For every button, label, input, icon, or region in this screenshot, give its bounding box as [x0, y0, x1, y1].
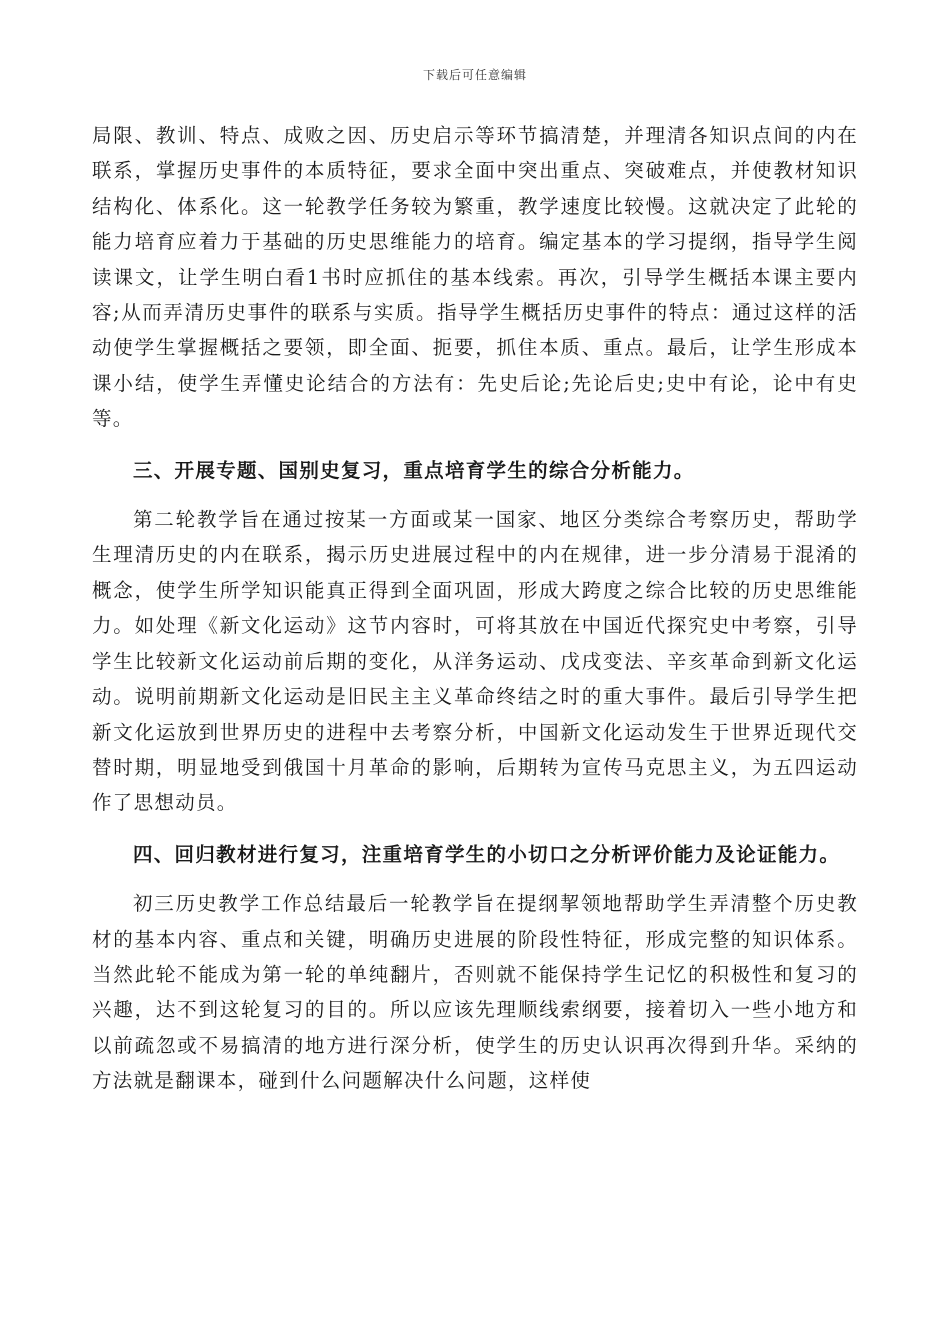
section-heading-3: 三、开展专题、国别史复习，重点培育学生的综合分析能力。	[132, 458, 695, 482]
spacer	[92, 488, 858, 502]
document-body	[92, 118, 858, 1099]
page-header: 下载后可任意编辑	[422, 68, 527, 82]
paragraph-final-round: 初三历史教学工作总结最后一轮教学旨在提纲挈领地帮助学生弄清整个历史教材的基本内容、重点和关键，明确历史进展的阶段性特征，形成完整的知识体系。当然此轮不能成为第一轮的单纯翻片，否则就不能保持学生记忆的积极性和复习的兴趣，达不到这轮复习的目的。所以应该先理顺线索纲要，接着切入一些小地方和以前疏忽或不易搞清的地方进行深分析，使学生的历史认识再次得到升华。采纳的方法就是翻课本，碰到什么问题解决什么问题，这样使	[92, 892, 858, 1093]
spacer	[92, 821, 858, 837]
spacer	[92, 437, 858, 453]
spacer	[92, 872, 858, 886]
section-heading-4: 四、回归教材进行复习，注重培育学生的小切口之分析评价能力及论证能力。	[132, 842, 841, 866]
paragraph-second-round: 第二轮教学旨在通过按某一方面或某一国家、地区分类综合考察历史，帮助学生理清历史的内在联系，揭示历史进展过程中的内在规律，进一步分清易于混淆的概念，使学生所学知识能真正得到全面巩固，形成大跨度之综合比较的历史思维能力。如处理《新文化运动》这节内容时，可将其放在中国近代探究史中考察，引导学生比较新文化运动前后期的变化，从洋务运动、戊戌变法、辛亥革命到新文化运动。说明前期新文化运动是旧民主主义革命终结之时的重大事件。最后引导学生把新文化运放到世界历史的进程中去考察分析，中国新文化运动发生于世界近现代交替时期，明显地受到俄国十月革命的影响，后期转为宣传马克思主义，为五四运动作了思想动员。	[92, 508, 858, 815]
paragraph-continuation: 局限、教训、特点、成败之因、历史启示等环节搞清楚，并理清各知识点间的内在联系，掌握历史事件的本质特征，要求全面中突出重点、突破难点，并使教材知识结构化、体系化。这一轮教学任务较为繁重，教学速度比较慢。这就决定了此轮的能力培育应着力于基础的历史思维能力的培育。编定基本的学习提纲，指导学生阅读课文，让学生明白看1书时应抓住的基本线索。再次，引导学生概括本课主要内容;从而弄清历史事件的联系与实质。指导学生概括历史事件的特点：通过这样的活动使学生掌握概括之要领，即全面、扼要，抓住本质、重点。最后，让学生形成本课小结，使学生弄懂史论结合的方法有：先史后论;先论后史;史中有论，论中有史等。	[92, 124, 858, 431]
